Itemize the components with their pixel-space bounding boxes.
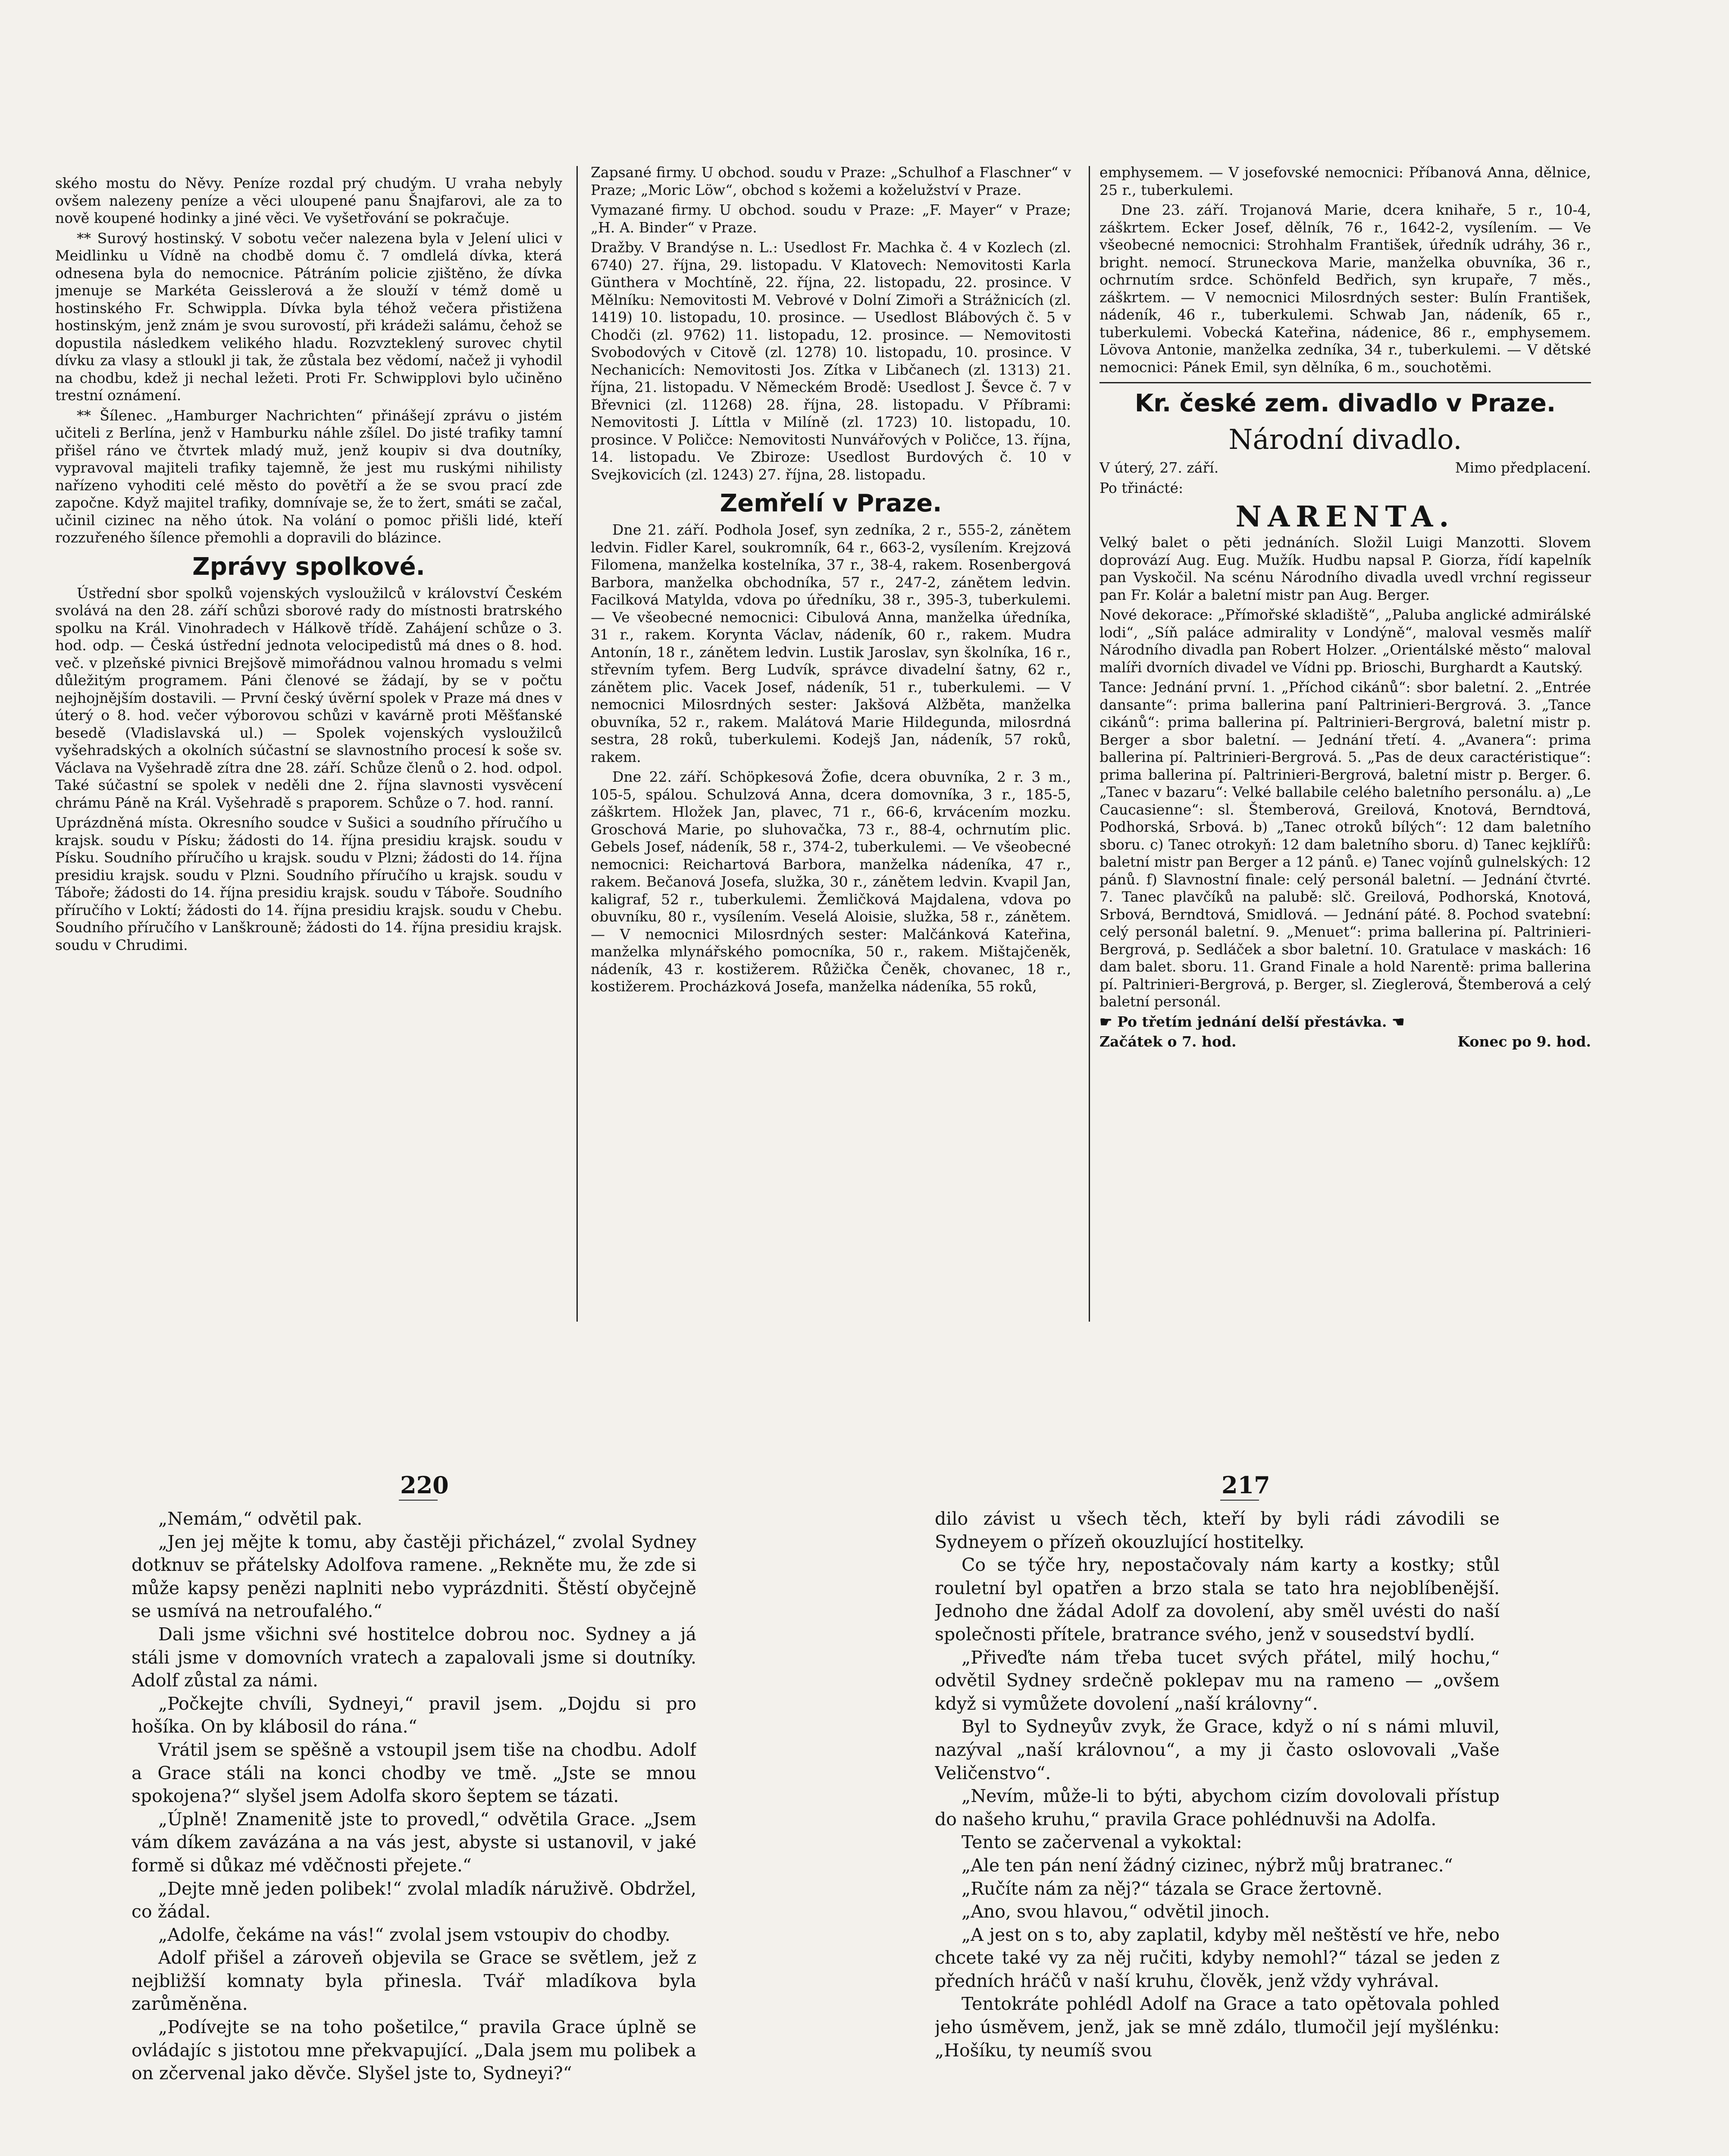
book-paragraph: Tento se začervenal a vykoktal: <box>962 1832 1242 1853</box>
book-paragraph: Tentokráte pohlédl Adolf na Grace a tato opětovala pohled jeho úsměvem, jenž, jak se mně zdálo, tlumočil její myšlénku: „Hošíku, ty neumíš svou <box>935 1993 1500 2061</box>
performance-title: NARENTA. <box>1235 500 1455 533</box>
book-paragraph: Vrátil jsem se spěšně a vstoupil jsem tiše na chodbu. Adolf a Grace stáli na konci chodby ve tmě. „Jste se mnou spokojena?“ slyšel jsem Adolfa skoro šeptem se tázati. <box>132 1739 696 1807</box>
book-right-page <box>935 1507 1500 2156</box>
column-divider-1 <box>576 166 578 1322</box>
theatre-header: Kr. české zem. divadlo v Praze. <box>1134 389 1556 417</box>
news-paragraph: Dražby. V Brandýse n. L.: Usedlost Fr. Machka č. 4 v Kozlech (zl. 6740) 27. října, 29. listopadu. V Klatovech: Nemovitosti Karla Günthera v Mochtíně, 22. října, 22. listopadu, 22. prosince. V Mělníku: Nemovitosti M. Vebrové v Dolní Zimoři a Strážnicích (zl. 1419) 10. listopadu, 10. prosince. — Usedlost Blábových č. 5 v Chodči (zl. 9762) 11. listopadu, 12. prosince. — Nemovitosti Svobodových v Citově (zl. 1278) 10. listopadu, 10. prosince. V Nechanicích: Nemovitosti Jos. Zítka v Libčanech (zl. 1313) 21. října, 21. listopadu. V Německém Brodě: Usedlost J. Ševce č. 7 v Břevnici (zl. 11268) 28. října, 28. listopadu. V Příbrami: Nemovitosti J. Líttla v Milíně (zl. 1723) 10. listopadu, 10. prosince. V Poličce: Nemovitosti Nunvářových v Poličce, 13. října, 14. listopadu. Ve Zbiroze: Usedlost Burdových č. 10 v Svejkovicích (zl. 1243) 27. října, 28. listopadu. <box>591 239 1071 483</box>
book-paragraph: „Podívejte se na toho pošetilce,“ pravila Grace úplně se ovládajíc s jistotou mne překvapující. „Dala jsem mu polibek a on zčervenal jako děvče. Slyšel jste to, Sydneyi?“ <box>132 2017 696 2084</box>
news-paragraph: ského mostu do Něvy. Peníze rozdal prý chudým. U vraha nebyly ovšem nalezeny peníze a věci uloupené panu Šnajfarovi, ale za to nově koupené hodinky a jiné věci. Ve vyšetřování se pokračuje. <box>55 175 562 226</box>
news-paragraph: Zapsané firmy. U obchod. soudu v Praze: „Schulhof a Flaschner“ v Praze; „Moric Löw“, obchod s kožemi a koželužství v Praze. <box>591 164 1071 198</box>
performance-date: V úterý, 27. září. <box>1099 459 1219 476</box>
column-1-paragraphs <box>55 175 562 547</box>
newspaper-column-1 <box>55 175 562 1324</box>
news-paragraph: Dne 23. září. Trojanová Marie, dcera knihaře, 5 r., 10-4, záškrtem. Ecker Josef, dělník, 76 r., 1642-2, vysílením. — Ve všeobecné nemocnici: Strohhalm František, úředník udráhy, 36 r., bright. nemocí. Struneckova Marie, manželka obuvníka, 36 r., ochrnutím srdce. Schönfeld Bedřich, syn krupaře, 7 měs., záškrtem. — V nemocnici Milosrdných sester: Bulín František, nádeník, 46 r., tuberkulemi. Schwab Jan, nádeník, 65 r., tuberkulemi. Vobecká Kateřina, nádenice, 86 r., emphysemem. Lövova Antonie, manželka zedníka, 34 r., tuberkulemi. — V dětské nemocnici: Pánek Emil, syn dělníka, 6 m., souchotěmi. <box>1099 201 1591 376</box>
heading-zemreli: Zemřelí v Praze. <box>720 489 942 517</box>
book-paragraph: „Dejte mně jeden polibek!“ zvolal mladík náruživě. Obdržel, co žádal. <box>132 1878 696 1922</box>
start-end-line <box>1099 1033 1591 1051</box>
book-left-paragraphs <box>132 1507 696 2085</box>
start-time: Začátek o 7. hod. <box>1099 1033 1237 1050</box>
column-2-paragraphs-2 <box>591 521 1071 996</box>
column-2-paragraphs <box>591 164 1071 483</box>
news-paragraph: Ústřední sbor spolků vojenských vysloužilců v království Českém svolává na den 28. září schůzi sborové rady do místnosti bratrského spolku na Král. Vinohradech v Hálkově třídě. Zahájení schůze o 3. hod. odp. — Česká ústřední jednota velocipedistů má dnes o 8. hod. več. v plzeňské pivnici Brejšově mimořádnou valnou hromadu s velmi důležitým programem. Páni členové se žádají, by se v počtu nejhojnějším dostavili. — První český úvěrní spolek v Praze má dnes v úterý o 8. hod. večer výborovou schůzi v kavárně proti Měšťanské besedě (Vladislavská ul.) — Spolek vojenských vysloužilců vyšehradských a okolních súčastní se slavnostního procesí k soše sv. Václava na Vyšehradě zítra dne 28. září. Schůze členů o 2. hod. odpol. Také súčastní se spolek v neděli dne 2. října slavnosti vysvěcení chrámu Páně na Král. Vyšehradě s praporem. Schůze o 7. hod. ranní. <box>55 584 562 811</box>
book-paragraph: Dali jsme všichni své hostitelce dobrou noc. Sydney a já stáli jsme v domovních vratech a zapalovali jsme si doutníky. Adolf zůstal za námi. <box>132 1623 696 1691</box>
column-1-paragraphs-2 <box>55 585 562 954</box>
column-3-paragraphs <box>1099 164 1591 376</box>
section-divider <box>1099 382 1591 383</box>
news-paragraph: Dne 22. září. Schöpkesová Žofie, dcera obuvníka, 2 r. 3 m., 105-5, spálou. Schulzová Anna, dcera domovníka, 3 r., 185-5, záškrtem. Hložek Jan, plavec, 71 r., 66-6, krvácením mozku. Groschová Marie, po sluhovačka, 73 r., 88-4, ochrnutím plic. Gebels Josef, nádeník, 58 r., 374-2, tuberkulemi. — Ve všeobecné nemocnici: Reichartová Barbora, manželka nádeníka, 47 r., rakem. Bečanová Josefa, služka, 30 r., zánětem ledvin. Kvapil Jan, kaligraf, 52 r., tuberkulemi. Žemličková Majdalena, vdova po obuvníku, 80 r., vysílením. Veselá Aloisie, služka, 58 r., zánětem. — V nemocnici Milosrdných sester: Malčánková Kateřina, manželka mlynářského pomocníka, 50 r., rakem. Mištajčeněk, nádeník, 43 r. kostižerem. Růžička Čeněk, chovanec, 18 r., kostižerem. Procházková Josefa, manželka nádeníka, 55 roků, <box>591 768 1071 995</box>
book-left-page <box>132 1507 696 2156</box>
news-paragraph: ** Surový hostinský. V sobotu večer nalezena byla v Jelení ulici v Meidlinku u Vídně na chodbě domu č. 7 omdlelá dívka, která odnesena byla do nemocnice. Pátráním policie zjištěno, že dívka jmenuje se Markéta Geisslerová a že slouží v témž domě u hostinského Fr. Schwippla. Dívka byla téhož večera přistižena hostinským, jenž znám je svou surovostí, při krádeži salámu, čehož se dopustila následkem velikého hladu. Rozvzteklený surovec chytil dívku za vlasy a stloukl ji tak, že zůstala bez vědomí, načež ji vyhodil na chodbu, kdež ji nechal ležeti. Proti Fr. Schwipplovi bylo učiněno trestní oznámení. <box>55 229 562 404</box>
book-paragraph: „Nemám,“ odvětil pak. <box>158 1508 363 1529</box>
pointing-hand-icon: ☚ <box>1387 1013 1405 1030</box>
news-paragraph: ** Šílenec. „Hamburger Nachrichten“ přinášejí zprávu o jistém učiteli z Berlína, jenž v Hamburku náhle zšílel. Do jisté trafiky tamní přišel ráno ve čtvrtek mladý muž, jenž koupiv si dva doutníky, vypravoval majiteli trafiky tajemně, že jest mu ruskými nihilisty nařízeno vyhoditi celé město do povětří a že se svou prací zde započne. Když majitel trafiky, domnívaje se, že to žert, smáti se začal, učinil cizinec na něho útok. Na volání o pomoc přišli lidé, kteří rozzuřeného šílence přemohli a dopravili do blázince. <box>55 407 562 546</box>
news-paragraph: Nové dekorace: „Přímořské skladiště“, „Paluba anglické admirálské lodi“, „Síň paláce admirality v Londýně“, maloval vesměs malíř Národního divadla pan Robert Holzer. „Orientálské město“ maloval malíři dvorních divadel ve Vídni pp. Brioschi, Burghardt a Kautský. <box>1099 606 1591 676</box>
left-page-rule <box>399 1500 438 1501</box>
performance-date-line <box>1099 459 1591 477</box>
book-paragraph: „Adolfe, čekáme na vás!“ zvolal jsem vstoupiv do chodby. <box>158 1924 670 1945</box>
end-time: Konec po 9. hod. <box>1457 1033 1591 1050</box>
heading-spolkove: Zprávy spolkové. <box>192 552 425 581</box>
news-paragraph: Dne 21. září. Podhola Josef, syn zedníka, 2 r., 555-2, zánětem ledvin. Fidler Karel, soukromník, 64 r., 663-2, vysílením. Krejzová Filomena, manželka kostelníka, 37 r., 38-4, rakem. Rosenbergová Barbora, manželka obchodníka, 57 r., 247-2, zánětem ledvin. Facilková Matylda, vdova po úředníku, 38 r., 395-3, tuberkulemi. — Ve všeobecné nemocnici: Cibulová Anna, manželka úředníka, 31 r., rakem. Korynta Václav, nádeník, 60 r., rakem. Mudra Antonín, 18 r., zánětem ledvin. Lustik Jaroslav, syn školníka, 16 r., střevním tyfem. Berg Ludvík, správce divadelní šatny, 62 r., zánětem plic. Vacek Josef, nádeník, 51 r., tuberkulemi. — V nemocnici Milosrdných sester: Jakšová Alžběta, manželka obuvníka, 52 r., rakem. Malátová Marie Hildegunda, milosrdná sestra, 28 roků, tuberkulemi. Kodejš Jan, nádeník, 57 roků, rakem. <box>591 521 1071 765</box>
news-paragraph: emphysemem. — V josefovské nemocnici: Příbanová Anna, dělnice, 25 r., tuberkulemi. <box>1099 164 1591 198</box>
book-right-paragraphs <box>935 1507 1500 2062</box>
column-divider-2 <box>1089 166 1090 1322</box>
book-paragraph: „Ale ten pán není žádný cizinec, nýbrž můj bratranec.“ <box>962 1855 1453 1876</box>
book-paragraph: „Ano, svou hlavou,“ odvětil jinoch. <box>962 1901 1270 1922</box>
book-paragraph: „Nevím, může-li to býti, abychom cizím dovolovali přístup do našeho kruhu,“ pravila Grace pohlédnuvši na Adolfa. <box>935 1786 1500 1830</box>
newspaper-column-2 <box>591 164 1071 1322</box>
book-paragraph: „Úplně! Znamenitě jste to provedl,“ odvětila Grace. „Jsem vám díkem zavázána a na vás jest, abyste si ustanovil, v jaké formě si důkaz mé vděčnosti přejete.“ <box>132 1808 696 1876</box>
book-paragraph: „Přiveďte nám třeba tucet svých přátel, milý hochu,“ odvětil Sydney srdečně poklepav mu na rameno — „ovšem když si vymůžete dovolení „naší královny“. <box>935 1647 1500 1714</box>
right-page-rule <box>1220 1500 1259 1501</box>
right-page-number: 217 <box>1222 1471 1270 1499</box>
theatre-name: Národní divadlo. <box>1228 424 1462 456</box>
news-paragraph: Velký balet o pěti jednáních. Složil Luigi Manzotti. Slovem doprovází Aug. Eug. Mužík. Hudbu napsal P. Giorza, řídí kapelník pan Vyskočil. Na scénu Národního divadla uvedl vrchní regisseur pan Fr. Kolár a baletní mistr pan Aug. Berger. <box>1099 534 1591 603</box>
book-paragraph: „Jen jej mějte k tomu, aby častěji přicházel,“ zvolal Sydney dotknuv se přátelsky Adolfova ramene. „Rekněte mu, že zde si může kapsy penězi naplniti nebo vyprázdniti. Štěstí obyčejně se usmívá na netroufalého.“ <box>132 1531 696 1622</box>
book-paragraph: dilo závist u všech těch, kteří by byli rádi závodili se Sydneyem o přízeň okouzlující hostitelky. <box>935 1508 1500 1552</box>
book-paragraph: Byl to Sydneyův zvyk, že Grace, když o ní s námi mluvil, nazýval „naší královnou“, a my ji často oslovovali „Vaše Veličenstvo“. <box>935 1716 1500 1783</box>
left-page-number: 220 <box>400 1471 449 1499</box>
news-paragraph: Vymazané firmy. U obchod. soudu v Praze: „F. Mayer“ v Praze; „H. A. Binder“ v Praze. <box>591 201 1071 236</box>
book-paragraph: „Ručíte nám za něj?“ tázala se Grace žertovně. <box>962 1878 1382 1899</box>
newspaper-column-3 <box>1099 164 1591 1322</box>
intermission-note: ☛ Po třetím jednání delší přestávka. ☚ <box>1099 1013 1405 1030</box>
column-3-paragraphs-2 <box>1099 534 1591 1011</box>
subscription-note: Mimo předplacení. <box>1455 459 1591 476</box>
news-paragraph: Uprázdněná místa. Okresního soudce v Sušici a soudního příručího u krajsk. soudu v Písku; žádosti do 14. října presidiu krajsk. soudu v Písku. Soudního příručího u krajsk. soudu v Plzni; žádosti do 14. října presidiu krajsk. soudu v Plzni. Soudního příručího u krajsk. soudu v Táboře; žádosti do 14. října presidiu krajsk. soudu v Táboře. Soudního příručího v Loktí; žádosti do 14. října presidiu krajsk. soudu v Chebu. Soudního příručího v Lanškrouně; žádosti do 14. října presidiu krajsk. soudu v Chrudimi. <box>55 814 562 953</box>
pointing-hand-icon: ☛ <box>1099 1013 1118 1030</box>
book-paragraph: Co se týče hry, nepostačovaly nám karty a kostky; stůl rouletní byl opatřen a brzo stala se tato hra nejoblíbenější. Jednoho dne žádal Adolf za dovolení, aby směl uvésti do naší společnosti přítele, bratrance svého, jenž v sousedství bydlí. <box>935 1554 1500 1645</box>
book-paragraph: Adolf přišel a zároveň objevila se Grace se světlem, jež z nejbližší komnaty byla přinesla. Tvář mladíkova byla zarůměněna. <box>132 1947 696 2015</box>
book-paragraph: „Počkejte chvíli, Sydneyi,“ pravil jsem. „Dojdu si pro hošíka. On by klábosil do rána.“ <box>132 1693 696 1737</box>
news-paragraph: Tance: Jednání první. 1. „Příchod cikánů“: sbor baletní. 2. „Entrée dansante“: prima ballerina paní Paltrinieri-Bergrová. 3. „Tance cikánů“: prima ballerina pí. Paltrinieri-Bergrová, baletní mistr p. Berger a sbor baletní. — Jednání třetí. 4. „Avanera“: prima ballerina pí. Paltrinieri-Bergrová. 5. „Pas de deux caractéristique“: prima ballerina pí. Paltrinieri-Bergrová, baletní mistr p. Berger. 6. „Tanec v bazaru“: Velké ballabile celého baletního personálu. a) „Le Caucasienne“: sl. Štemberová, Greilová, Knotová, Berndtová, Podhorská, Srbová. b) „Tanec otroků bílých“: 12 dam baletního sboru. c) Tanec otrokyň: 12 dam baletního sboru. d) Tanec kejklířů: baletní mistr pan Berger a 12 pánů. e) Tanec vojínů gulnelských: 12 pánů. f) Slavnostní finale: celý personál baletní. — Jednání čtvrté. 7. Tanec plavčíků na palubě: slč. Greilová, Podhorská, Knotová, Srbová, Berndtová, Smidlová. — Jednání páté. 8. Pochod svatební: celý personál baletní. 9. „Menuet“: prima ballerina pí. Paltrinieri-Bergrová, p. Sedláček a sbor baletní. 10. Gratulace v maskách: 16 dam balet. sboru. 11. Grand Finale a hold Narentě: prima ballerina pí. Paltrinieri-Bergrová, p. Berger, sl. Zieglerová, Štemberová a celý baletní personál. <box>1099 679 1591 1010</box>
performance-count: Po třinácté: <box>1099 479 1184 496</box>
book-paragraph: „A jest on s to, aby zaplatil, kdyby měl neštěstí ve hře, nebo chcete také vy za něj ručiti, kdyby nemohl?“ tázal se jeden z předních hráčů v naší kruhu, člověk, jenž vždy vyhrával. <box>935 1924 1500 1991</box>
